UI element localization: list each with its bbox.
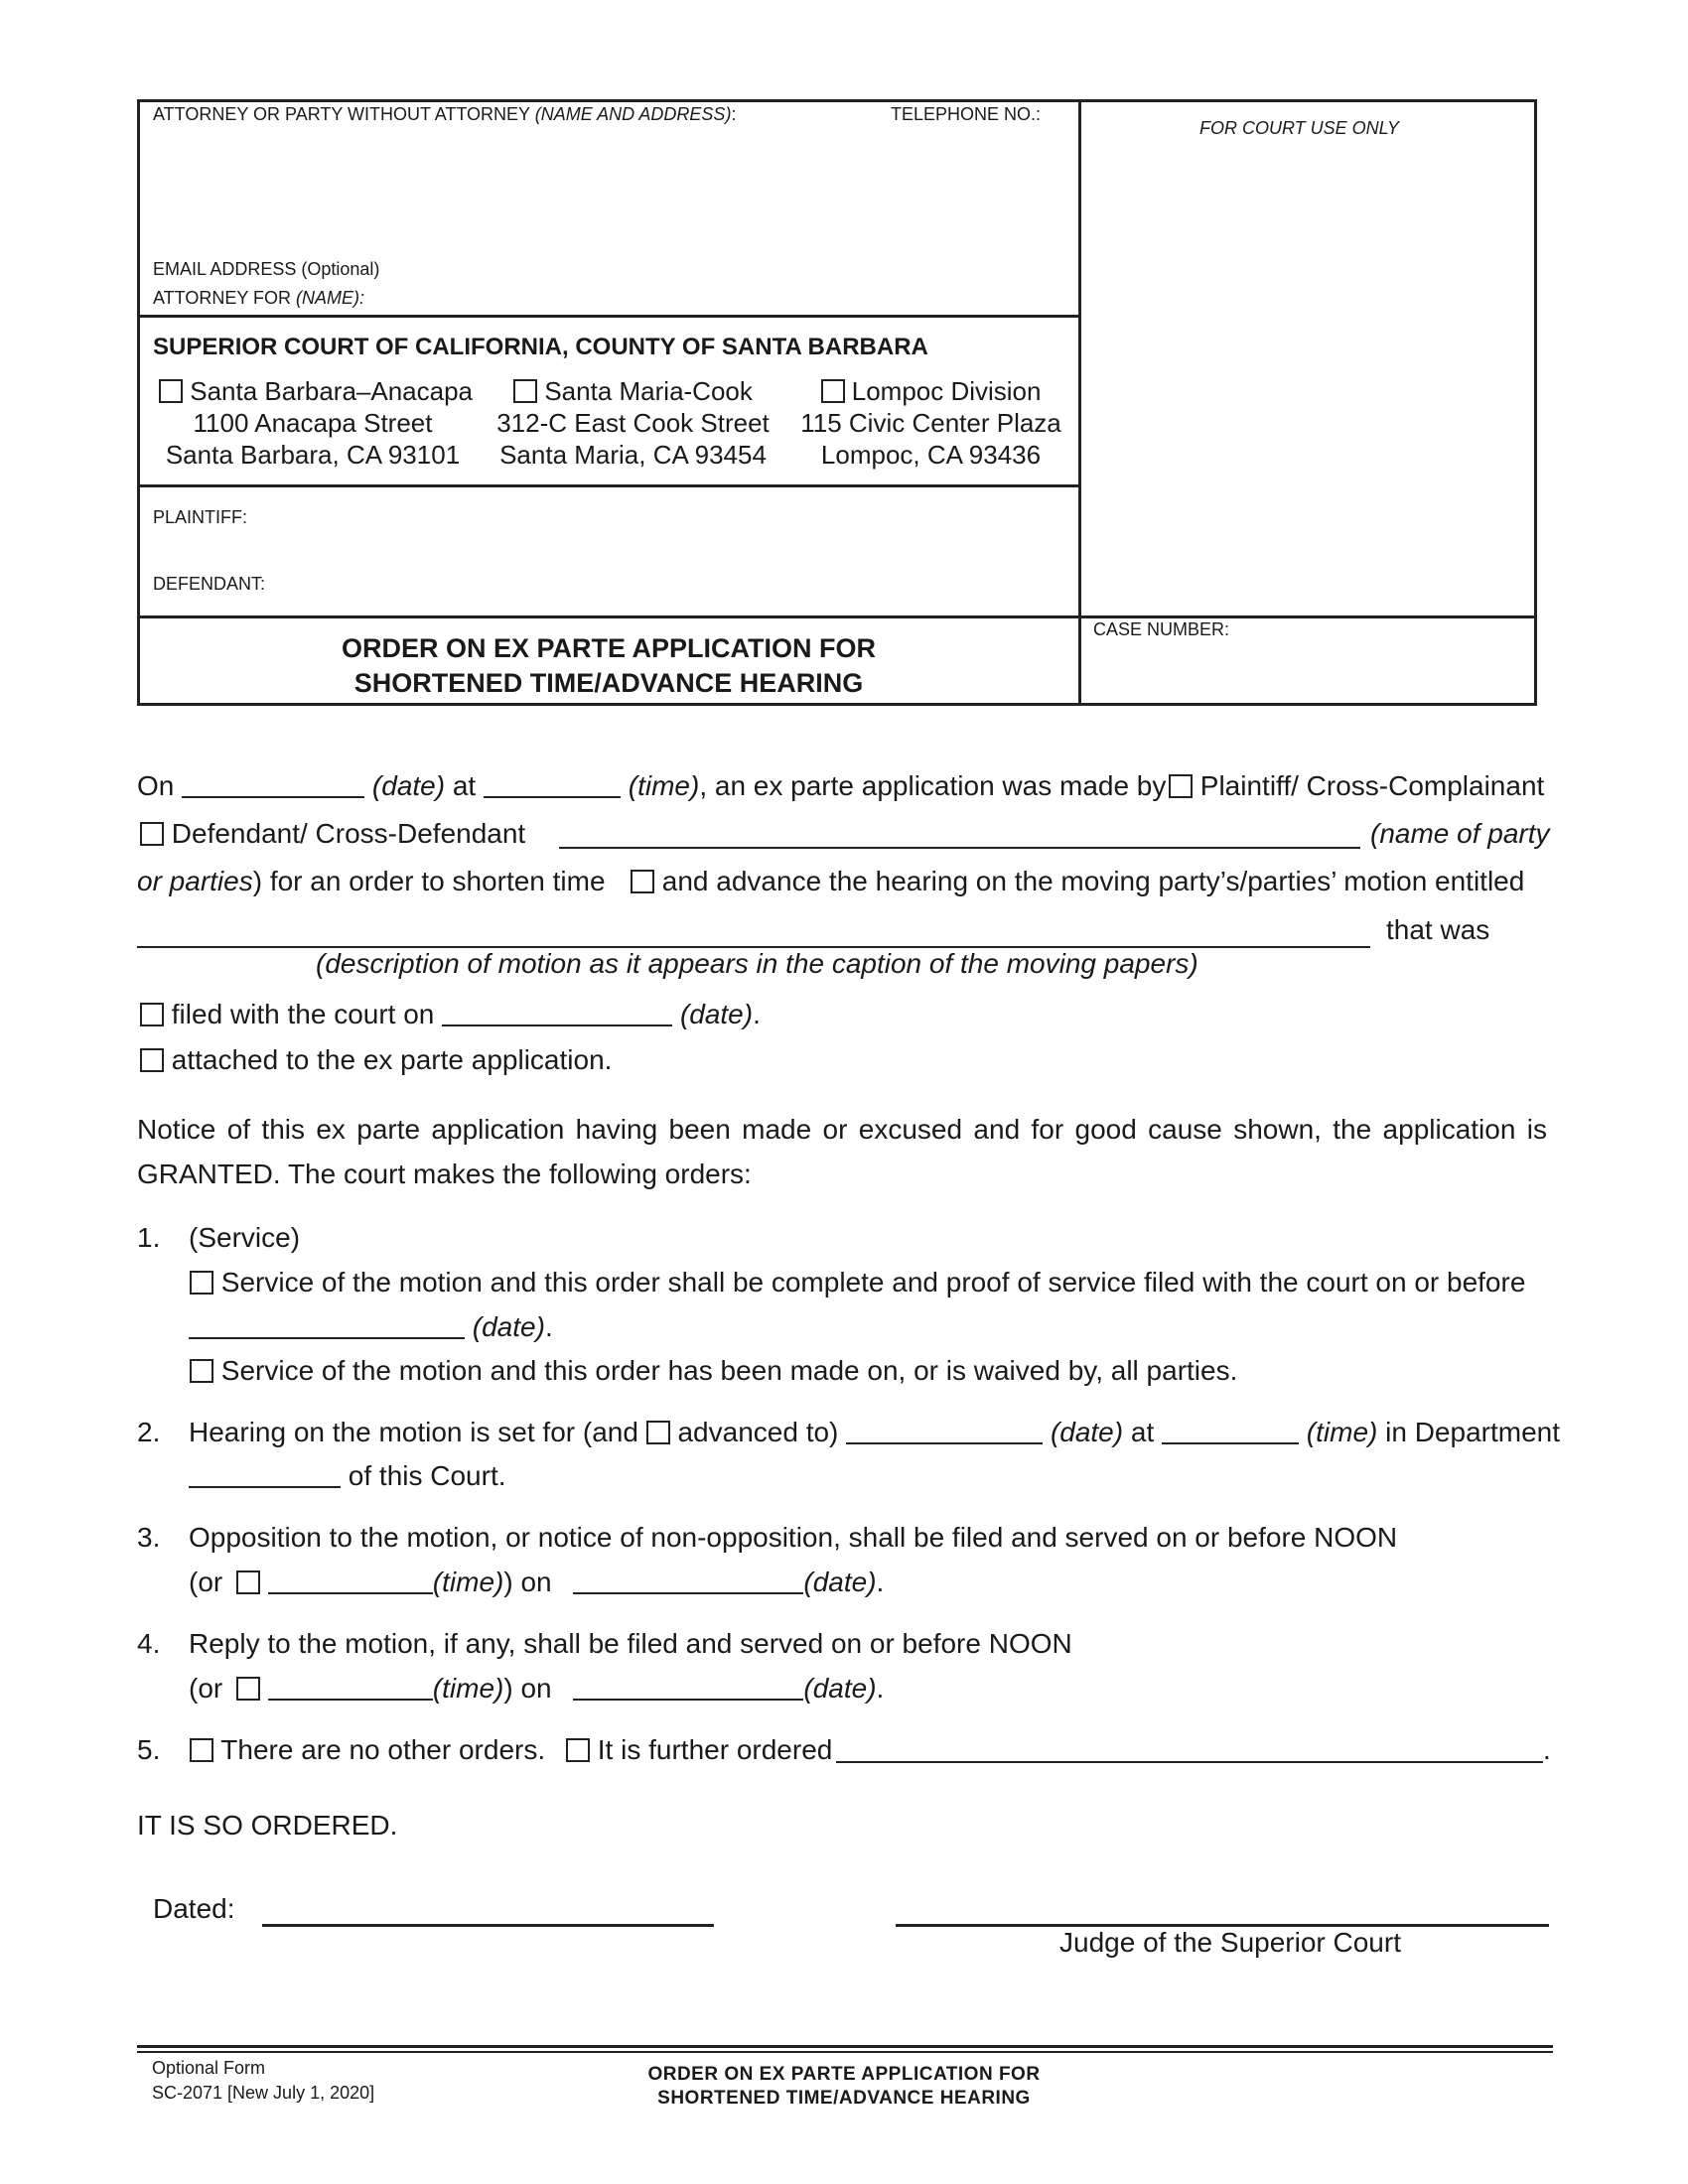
item4-text: Reply to the motion, if any, shall be filed and served on or before NOON (189, 1628, 1072, 1659)
attorney-label (153, 103, 736, 125)
p1-on: On (137, 770, 175, 801)
reply-time-label: (time) (432, 1673, 504, 1704)
caption-rule (137, 315, 1080, 318)
item3-line2 (189, 1566, 884, 1599)
item1-option-a-label: Service of the motion and this order shall be complete and proof of service filed with the court on or before (220, 1267, 1526, 1297)
location-lompoc-option[interactable] (794, 375, 1067, 407)
so-ordered: IT IS SO ORDERED. (137, 1810, 398, 1841)
notice-line1: Notice of this ex parte application having been made or excused and for good cause shown, the application is (137, 1114, 1547, 1145)
court-name: SUPERIOR COURT OF CALIFORNIA, COUNTY OF SANTA BARBARA (153, 334, 928, 360)
attorney-for-label (153, 287, 364, 309)
no-other-orders-checkbox[interactable] (190, 1738, 213, 1762)
reply-date-label: (date) (803, 1673, 877, 1704)
location-anacapa-name: Santa Barbara–Anacapa (190, 376, 474, 406)
form-title (139, 631, 1078, 701)
item2-number: 2. (137, 1417, 161, 1447)
plaintiff-checkbox[interactable] (1169, 774, 1193, 798)
filed-checkbox[interactable] (140, 1003, 164, 1026)
footer-rule-bottom (137, 2051, 1553, 2053)
opposition-time-field[interactable] (268, 1570, 433, 1594)
footer-title-line1: ORDER ON EX PARTE APPLICATION FOR (647, 2064, 1041, 2085)
opposition-date-label: (date) (803, 1567, 877, 1597)
hearing-time-field[interactable] (1162, 1421, 1299, 1444)
location-lompoc-name: Lompoc Division (851, 376, 1042, 406)
filed-date-field[interactable] (442, 1003, 672, 1026)
email-label: EMAIL ADDRESS (Optional) (153, 259, 380, 279)
item1-number: 1. (137, 1222, 161, 1253)
service-date-period: . (544, 1311, 553, 1342)
attorney-label-colon: : (731, 104, 737, 124)
attorney-label-text: ATTORNEY OR PARTY WITHOUT ATTORNEY (153, 104, 530, 124)
notice-paragraph (137, 1113, 1547, 1191)
advanced-to-checkbox[interactable] (646, 1421, 670, 1444)
caption-rule (137, 615, 1537, 618)
item3-text: Opposition to the motion, or notice of non-opposition, shall be filed and served on or before NOON (189, 1522, 1398, 1553)
item4-number: 4. (137, 1628, 161, 1659)
footer-rule-top (137, 2045, 1553, 2048)
form-title-line2: SHORTENED TIME/ADVANCE HEARING (353, 668, 864, 698)
judge-label: Judge of the Superior Court (1059, 1927, 1401, 1958)
item1-option-b-label: Service of the motion and this order has been made on, or is waived by, all parties. (220, 1355, 1238, 1386)
item5-number: 5. (137, 1734, 161, 1765)
plaintiff-label: PLAINTIFF: (153, 507, 248, 527)
item2-at: at (1130, 1417, 1155, 1447)
item3-number: 3. (137, 1522, 161, 1553)
item3-or: (or (189, 1567, 223, 1597)
item4-period: . (876, 1673, 885, 1704)
attorney-for-italic: (NAME): (296, 288, 365, 308)
defendant-checkbox[interactable] (140, 822, 164, 846)
further-ordered-checkbox[interactable] (566, 1738, 590, 1762)
footer-form-number: SC-2071 [New July 1, 2020] (152, 2083, 375, 2103)
attached-option[interactable] (140, 1043, 612, 1077)
dated-field[interactable] (262, 1924, 714, 1927)
item3-on: ) on (503, 1567, 552, 1597)
location-santa-maria-city: Santa Maria, CA 93454 (499, 440, 767, 470)
plaintiff-option[interactable] (1169, 769, 1544, 803)
court-use-label: FOR COURT USE ONLY (1199, 118, 1400, 138)
hearing-time-label: (time) (1306, 1417, 1378, 1447)
motion-description-caption: (description of motion as it appears in the caption of the moving papers) (316, 948, 1198, 979)
p1-made-by: , an ex parte application was made by (699, 770, 1167, 801)
item5-option-a-label: There are no other orders. (220, 1734, 546, 1765)
filed-period: . (753, 999, 761, 1029)
item2-line1 (189, 1416, 1560, 1449)
location-anacapa-city: Santa Barbara, CA 93101 (165, 440, 461, 470)
application-time-field[interactable] (484, 774, 621, 798)
hearing-date-field[interactable] (846, 1421, 1043, 1444)
service-date-label: (date) (472, 1311, 545, 1342)
location-santa-maria (492, 375, 774, 471)
name-of-party-label: (name of party (1370, 818, 1550, 849)
footer-optional-form: Optional Form (152, 2058, 266, 2078)
form-title-line1: ORDER ON EX PARTE APPLICATION FOR (341, 633, 877, 663)
filed-date-label: (date) (679, 999, 754, 1029)
p1-shorten: ) for an order to shorten time (252, 866, 606, 896)
item1-date-row (189, 1310, 553, 1344)
party-name-field[interactable] (559, 847, 1360, 849)
item5-option-a[interactable] (190, 1733, 545, 1767)
item4-on: ) on (503, 1673, 552, 1704)
p1-line1 (137, 769, 1166, 803)
attorney-label-italic: (NAME AND ADDRESS) (534, 104, 732, 124)
item2-department: in Department (1385, 1417, 1560, 1447)
item2-line2 (189, 1459, 506, 1493)
defendant-option[interactable] (140, 817, 525, 851)
location-lompoc-city: Lompoc, CA 93436 (820, 440, 1042, 470)
lompoc-checkbox[interactable] (821, 379, 845, 403)
attached-label: attached to the ex parte application. (171, 1044, 613, 1075)
p1-date-label: (date) (371, 770, 446, 801)
opposition-time-checkbox[interactable] (236, 1570, 260, 1594)
service-complete-checkbox[interactable] (190, 1271, 213, 1295)
item5-option-b-label: It is further ordered (597, 1734, 833, 1765)
service-made-checkbox[interactable] (190, 1359, 213, 1383)
defendant-option-label: Defendant/ Cross-Defendant (171, 818, 526, 849)
anacapa-checkbox[interactable] (159, 379, 183, 403)
p1-line3 (137, 865, 606, 898)
item5-period: . (1543, 1734, 1551, 1765)
further-orders-field[interactable] (836, 1761, 1543, 1763)
location-santa-maria-name: Santa Maria-Cook (544, 376, 753, 406)
hearing-date-label: (date) (1050, 1417, 1124, 1447)
notice-line2: GRANTED. The court makes the following orders: (137, 1159, 752, 1189)
item1-option-b[interactable] (190, 1354, 1237, 1388)
item4-line2 (189, 1672, 884, 1706)
application-date-field[interactable] (182, 774, 364, 798)
advance-hearing-checkbox[interactable] (631, 870, 654, 893)
location-lompoc (794, 375, 1067, 471)
item2-court: of this Court. (348, 1460, 506, 1491)
reply-time-checkbox[interactable] (236, 1677, 260, 1701)
location-anacapa (159, 375, 474, 471)
defendant-label: DEFENDANT: (153, 574, 266, 594)
filed-label: filed with the court on (171, 999, 435, 1029)
department-field[interactable] (189, 1464, 341, 1488)
location-anacapa-street: 1100 Anacapa Street (193, 408, 433, 438)
item4-or: (or (189, 1673, 223, 1704)
opposition-time-label: (time) (432, 1567, 504, 1597)
reply-date-field[interactable] (573, 1677, 803, 1701)
filed-option (140, 998, 761, 1031)
dated-label: Dated: (153, 1893, 235, 1924)
caption-rule (137, 484, 1080, 487)
location-santa-maria-street: 312-C East Cook Street (496, 408, 770, 438)
attorney-for-text: ATTORNEY FOR (153, 288, 292, 308)
that-was-label: that was (1386, 914, 1490, 945)
location-anacapa-option[interactable] (159, 375, 474, 407)
location-lompoc-street: 115 Civic Center Plaza (800, 408, 1061, 438)
service-date-field[interactable] (189, 1315, 465, 1339)
or-parties-label: or parties (137, 866, 253, 896)
p1-at: at (452, 770, 477, 801)
p1-time-label: (time) (628, 770, 700, 801)
location-santa-maria-option[interactable] (492, 375, 774, 407)
item2-text: Hearing on the motion is set for (and (189, 1417, 638, 1447)
advance-option[interactable] (631, 865, 1524, 898)
plaintiff-option-label: Plaintiff/ Cross-Complainant (1199, 770, 1545, 801)
santa-maria-checkbox[interactable] (513, 379, 537, 403)
advance-option-label: and advance the hearing on the moving party’s/parties’ motion entitled (661, 866, 1525, 896)
item1-label: (Service) (189, 1222, 301, 1253)
opposition-date-field[interactable] (573, 1570, 803, 1594)
item2-advanced-label: advanced to) (677, 1417, 839, 1447)
item3-period: . (876, 1567, 885, 1597)
item1-option-a (190, 1266, 1525, 1299)
case-number-label: CASE NUMBER: (1093, 619, 1230, 639)
telephone-label: TELEPHONE NO.: (891, 104, 1042, 124)
attached-checkbox[interactable] (140, 1048, 164, 1072)
item5-option-b[interactable] (566, 1733, 832, 1767)
footer-title-line2: SHORTENED TIME/ADVANCE HEARING (657, 2088, 1031, 2109)
footer-title (586, 2063, 1102, 2111)
reply-time-field[interactable] (268, 1677, 433, 1701)
